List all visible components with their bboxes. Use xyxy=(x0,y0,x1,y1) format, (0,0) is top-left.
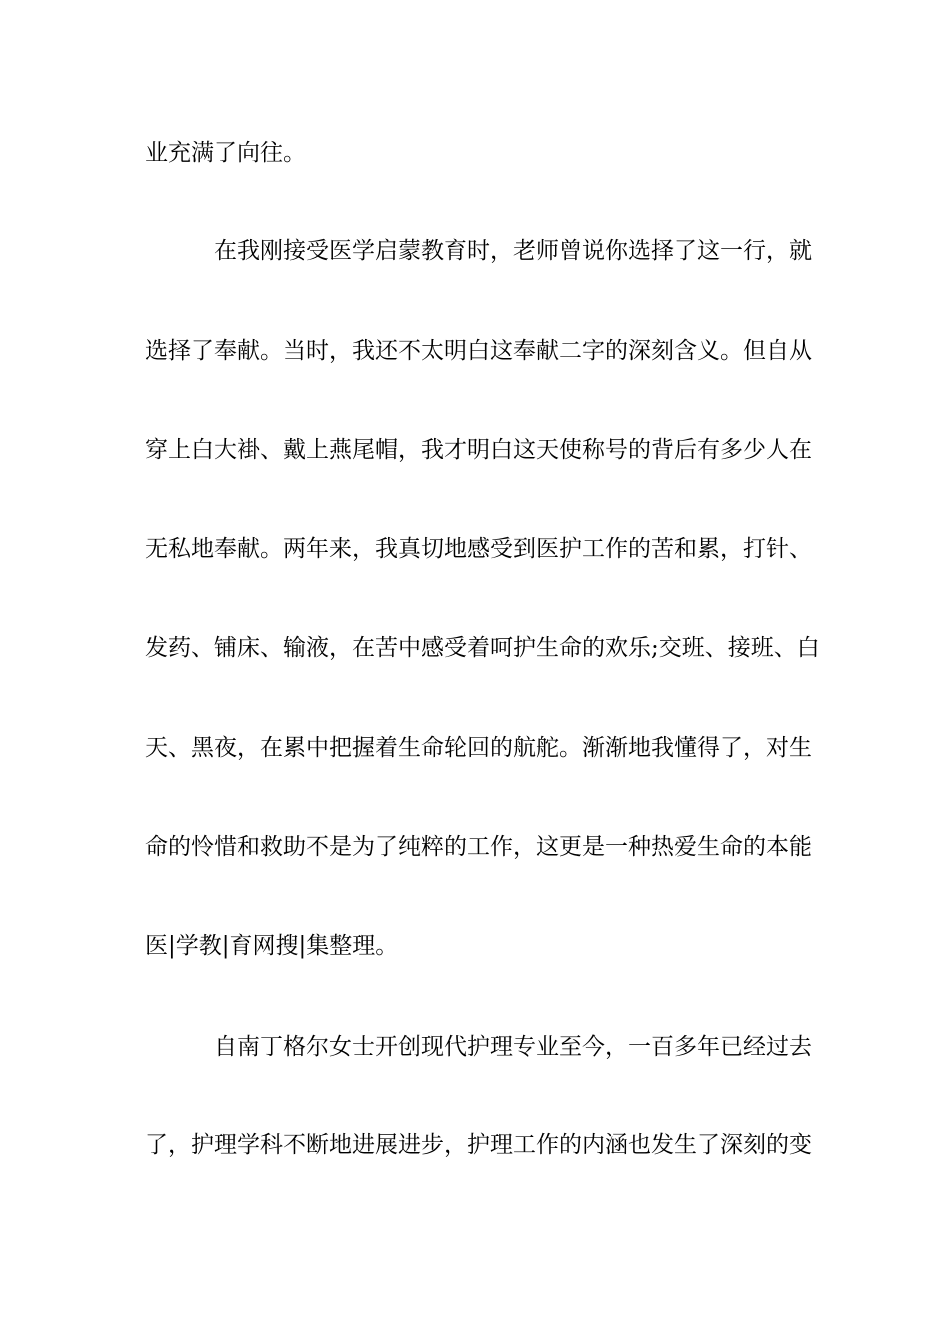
text-line: 无私地奉献。两年来，我真切地感受到医护工作的苦和累，打针、 xyxy=(145,536,812,562)
paragraph-first-line: 在我刚接受医学启蒙教育时，老师曾说你选择了这一行，就 xyxy=(214,238,812,264)
text-line: 发药、铺床、输液，在苦中感受着呵护生命的欢乐;交班、接班、白 xyxy=(145,635,820,661)
text-line: 选择了奉献。当时，我还不太明白这奉献二字的深刻含义。但自从 xyxy=(145,338,812,364)
text-line: 了，护理学科不断地进展进步，护理工作的内涵也发生了深刻的变 xyxy=(145,1132,812,1158)
text-line: 医|学教|育网搜|集整理。 xyxy=(145,933,399,959)
text-line: 命的怜惜和救助不是为了纯粹的工作，这更是一种热爱生命的本能 xyxy=(145,834,812,860)
text-line: 天、黑夜，在累中把握着生命轮回的航舵。渐渐地我懂得了，对生 xyxy=(145,735,812,761)
text-line: 穿上白大褂、戴上燕尾帽，我才明白这天使称号的背后有多少人在 xyxy=(145,437,812,463)
paragraph-first-line: 自南丁格尔女士开创现代护理专业至今，一百多年已经过去 xyxy=(214,1034,812,1060)
text-line: 业充满了向往。 xyxy=(145,140,306,166)
